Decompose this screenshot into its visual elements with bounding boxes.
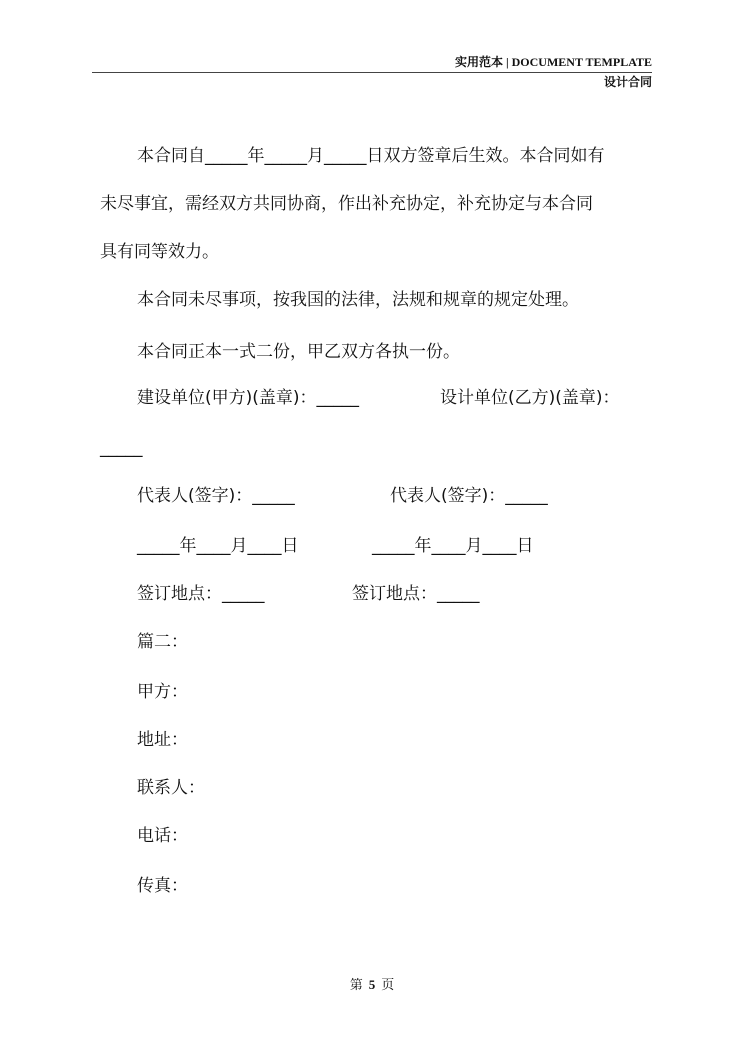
date-a: _____年____月____日 <box>137 536 299 556</box>
page-number: 5 <box>368 977 376 992</box>
party-a-label: 甲方： <box>137 682 188 702</box>
signing-place-b: 签订地点：_____ <box>352 584 480 604</box>
header-title: 实用范本 | DOCUMENT TEMPLATE <box>455 55 652 69</box>
footer-suffix: 页 <box>381 977 395 992</box>
party-b-seal-line: 设计单位(乙方)(盖章)： <box>440 388 620 408</box>
page-footer <box>0 974 744 993</box>
party-b-seal-blank: _____ <box>100 438 143 458</box>
part-two-heading: 篇二： <box>137 632 188 652</box>
date-b: _____年____月____日 <box>372 536 534 556</box>
paragraph-copies: 本合同正本一式二份，甲乙双方各执一份。 <box>137 342 460 362</box>
representative-b: 代表人(签字)：_____ <box>390 486 548 506</box>
paragraph-effective-line3: 具有同等效力。 <box>100 242 219 262</box>
paragraph-effective-line2: 未尽事宜，需经双方共同协商，作出补充协定，补充协定与本合同 <box>100 194 593 214</box>
paragraph-unresolved-matters: 本合同未尽事项，按我国的法律，法规和规章的规定处理。 <box>137 290 579 310</box>
signing-place-a: 签订地点：_____ <box>137 584 265 604</box>
footer-prefix: 第 <box>349 977 363 992</box>
address-label: 地址： <box>137 730 188 750</box>
phone-label: 电话： <box>137 826 188 846</box>
header-divider <box>92 72 652 73</box>
party-a-seal-line: 建设单位(甲方)(盖章)：_____ <box>137 388 360 408</box>
contact-label: 联系人： <box>137 778 205 798</box>
representative-a: 代表人(签字)：_____ <box>137 486 295 506</box>
fax-label: 传真： <box>137 876 188 896</box>
header-subtitle: 设计合同 <box>603 75 652 89</box>
paragraph-effective-line1: 本合同自_____年_____月_____日双方签章后生效。本合同如有 <box>137 146 605 166</box>
